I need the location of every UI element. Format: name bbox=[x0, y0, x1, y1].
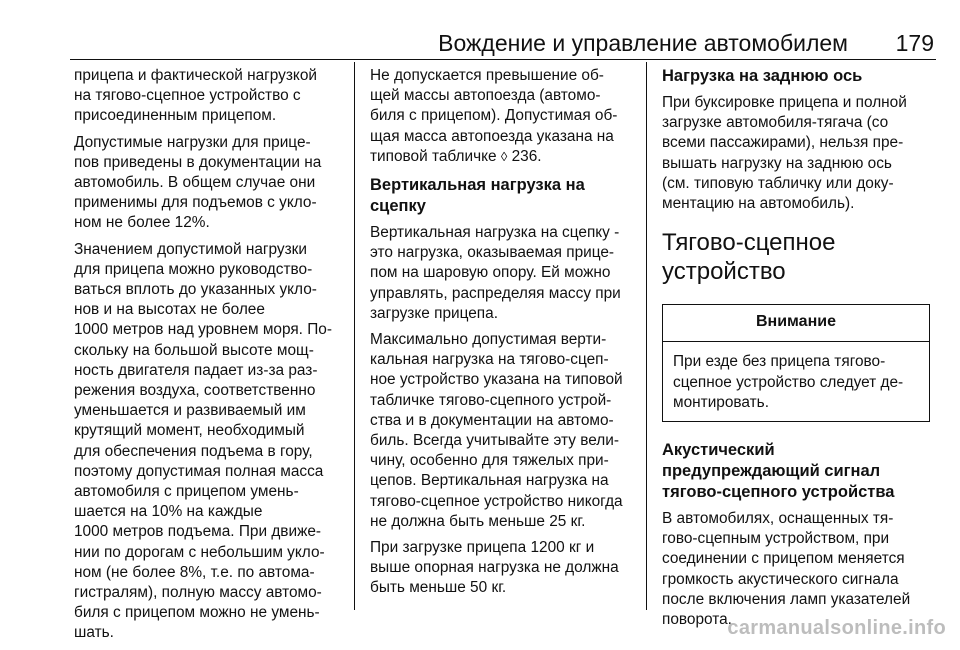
watermark: carmanualsonline.info bbox=[727, 617, 946, 639]
paragraph: Допустимые нагрузки для прице‐ пов приведены в документации на автомобиль. В общем случае они применимы для подъемов с укло‐ ном не более 12%. bbox=[74, 133, 322, 232]
paragraph: В автомобилях, оснащенных тя‐ гово-сцепным устройством, при соединении с прицепом меняется громкость акустического сигнала после включения ламп указателей поворота. bbox=[662, 510, 911, 629]
paragraph-text: Не допускается превышение об‐ щей массы автопоезда (автомо‐ биля с прицепом). Допустимая об‐ щая масса автопоезда указана на типовой табличке bbox=[370, 67, 618, 165]
paragraph: При загрузке прицепа 1200 кг и выше опорная нагрузка не должна быть меньше 50 кг. bbox=[370, 539, 619, 597]
page-number: 179 bbox=[895, 30, 934, 56]
page-reference-link[interactable]: 236. bbox=[511, 147, 542, 165]
paragraph: Максимально допустимая верти‐ кальная нагрузка на тягово-сцеп‐ ное устройство указана на типовой табличке тягово-сцепного устрой‐ ства и в документации на автомо‐ биль. Всегда учитывайте эту вели‐ чину, особенно для тяжелых при‐ цепов. Вертикальная нагрузка на тягово-сцепное устройство никогда не должна быть меньше 25 кг. bbox=[370, 331, 623, 530]
section-title: Тягово-сцепное устройство bbox=[662, 229, 836, 286]
paragraph: Вертикальная нагрузка на сцепку - это нагрузка, оказываемая прице‐ пом на шаровую опору. Ей можно управлять, распределяя массу при загрузке прицепа. bbox=[370, 224, 621, 322]
column-1 bbox=[74, 66, 346, 650]
section-heading: Акустический предупреждающий сигнал тягово-сцепного устройства bbox=[662, 441, 895, 502]
column-divider-2 bbox=[646, 62, 647, 610]
notice-text: При езде без прицепа тягово- сцепное устройство следует де‐ монтировать. bbox=[673, 353, 904, 411]
column-3 bbox=[662, 66, 930, 636]
notice-title: Внимание bbox=[663, 305, 929, 342]
column-divider-1 bbox=[354, 62, 355, 610]
warning-notice-box bbox=[662, 304, 930, 422]
section-heading: Нагрузка на заднюю ось bbox=[662, 67, 863, 85]
page-header bbox=[70, 20, 936, 60]
header-rule bbox=[70, 59, 936, 60]
paragraph: Значением допустимой нагрузки для прицепа можно руководство‐ ваться вплоть до указанных укло‐ нов и на высотах не более 1000 метров над уровнем моря. По‐ скольку на большой высоте мощ‐ ность двигателя падает из-за раз‐ режения воздуха, соответственно уменьшается и развиваемый им крутящий момент, необходимый для обеспечения подъема в гору, поэтому допустимая полная масса автомобиля с прицепом умень‐ шается на 10% на каждые 1000 метров подъема. При движе‐ нии по дорогам с небольшим укло‐ ном (не более 8%, т.е. по автома‐ гистралям), полную массу автомо‐ биля с прицепом можно не умень‐ шать. bbox=[74, 240, 332, 642]
section-heading: Вертикальная нагрузка на сцепку bbox=[370, 176, 585, 216]
paragraph-with-reference bbox=[370, 66, 634, 167]
paragraph: При буксировке прицепа и полной загрузке автомобиля-тягача (со всеми пассажирами), нельзя пре‐ вышать нагрузку на заднюю ось (см. типовую табличку или доку‐ ментацию на автомобиль). bbox=[662, 94, 907, 213]
arrow-reference-icon: ◊ bbox=[500, 148, 508, 164]
paragraph: прицепа и фактической нагрузкой на тягово-сцепное устройство с присоединенным прицепом. bbox=[74, 67, 317, 125]
column-2 bbox=[370, 66, 634, 605]
chapter-title: Вождение и управление автомобилем bbox=[438, 30, 848, 56]
